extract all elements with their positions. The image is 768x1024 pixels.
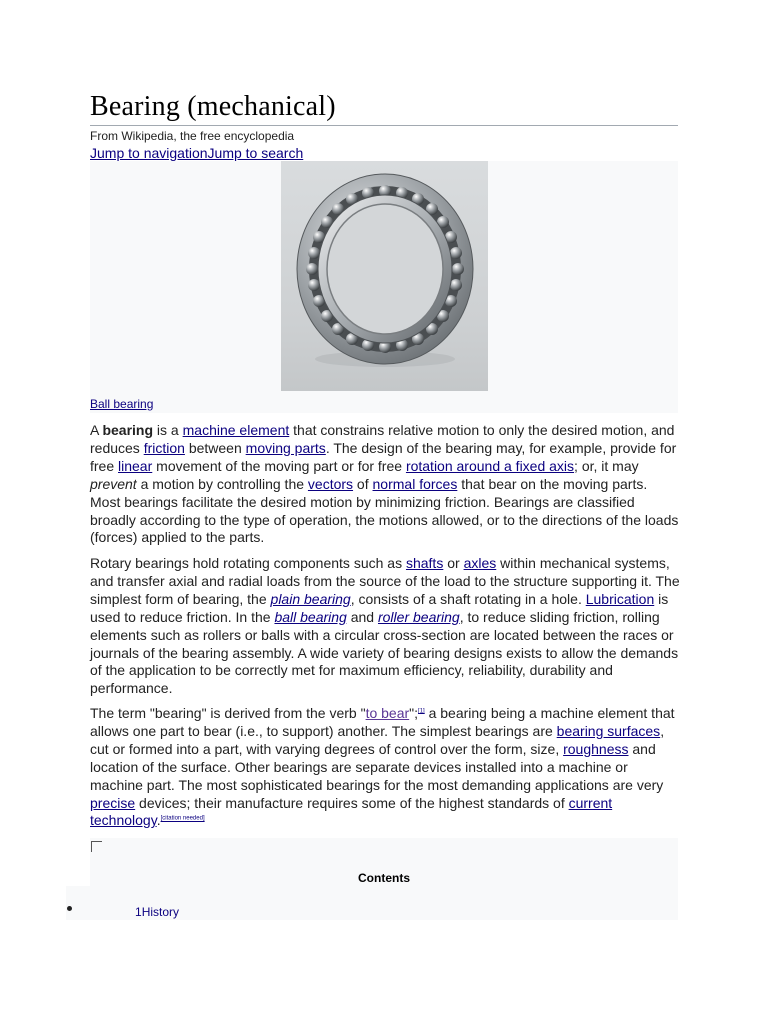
text: and <box>346 608 378 625</box>
link-bearing-surfaces[interactable]: bearing surfaces <box>556 722 661 739</box>
text: or <box>443 555 464 571</box>
link-ball-bearing[interactable]: ball bearing <box>274 608 347 625</box>
text: and location of the surface. Other bearings are separate devices installed into a machine or machine part. The most sophisticated bearings for the most demanding applications are very <box>90 740 664 793</box>
text: is used to reduce friction. In the <box>90 590 669 625</box>
link-vectors[interactable]: vectors <box>307 475 354 492</box>
text: . <box>156 812 161 829</box>
toc-toggle-icon[interactable] <box>91 841 102 852</box>
link-rotation-around-axis[interactable]: rotation around a fixed axis <box>405 457 575 474</box>
text: movement of the moving part or for free <box>152 457 406 474</box>
jump-to-search-link[interactable]: Jump to search <box>207 145 304 161</box>
text: a bearing being a machine element that allows one part to bear (i.e., to support) another. The simplest bearings are <box>90 705 675 739</box>
text: between <box>184 439 246 456</box>
site-tagline: From Wikipedia, the free encyclopedia <box>90 129 295 143</box>
link-friction[interactable]: friction <box>143 439 185 456</box>
jump-to-navigation-link[interactable]: Jump to navigation <box>90 145 208 161</box>
caption-link[interactable]: Ball bearing <box>90 397 154 411</box>
link-linear[interactable]: linear <box>118 457 153 474</box>
text: that bear on the moving parts. Most bearings facilitate the desired motion by minimizing friction. Bearings are classified broadly according to the type of operation, the motions allowed, or to the directions of the loads (forces) applied to the parts. <box>90 475 679 546</box>
link-axles[interactable]: axles <box>463 555 497 571</box>
citation-needed <box>161 816 205 822</box>
text: The term "bearing" is derived from the verb " <box>90 705 366 721</box>
link-roughness[interactable]: roughness <box>563 740 629 757</box>
text: within mechanical systems, and transfer axial and radial loads from the source of the load to the structure supporting it. The simplest form of bearing, the <box>90 555 680 607</box>
text: of <box>353 475 373 492</box>
text: A <box>90 422 103 438</box>
link-machine-element[interactable]: machine element <box>182 422 290 438</box>
toc-title: Contents <box>358 871 410 885</box>
toc-item-link[interactable] <box>135 905 179 919</box>
image-caption <box>90 397 153 411</box>
link-current-technology[interactable]: current technology <box>90 794 613 829</box>
bold-term: bearing <box>102 422 154 438</box>
intro-paragraph-3 <box>90 705 680 830</box>
link-moving-parts[interactable]: moving parts <box>245 439 326 456</box>
link-plain-bearing[interactable]: plain bearing <box>270 590 351 607</box>
italic-term: prevent <box>90 475 137 492</box>
text: "; <box>409 705 419 721</box>
text: that constrains relative motion to only the desired motion, and reduces <box>90 422 675 456</box>
text: , to reduce sliding friction, rolling elements such as rollers or balls with a circular cross-section are located between the races or journals of the bearing assembly. A wide variety of bearing designs exists to allow the demands of the application to be correctly met for maximum efficiency, reliability, durability and performance. <box>90 608 679 697</box>
link-lubrication[interactable]: Lubrication <box>585 590 655 607</box>
text: , cut or formed into a part, with varying degrees of control over the form, size, <box>90 722 665 757</box>
text: ; or, it may <box>574 457 639 474</box>
text: Rotary bearings hold rotating components such as <box>90 555 406 571</box>
link-precise[interactable]: precise <box>90 794 136 811</box>
bearing-photo-graphic <box>281 161 488 391</box>
toc-item-history[interactable] <box>135 905 179 920</box>
citation-needed-link[interactable]: [citation needed] <box>160 815 205 822</box>
toc-indent-panel <box>66 886 90 920</box>
link-to-bear[interactable]: to bear <box>365 705 410 721</box>
link-shafts[interactable]: shafts <box>405 555 444 571</box>
reference-1-link[interactable]: [1] <box>418 708 425 715</box>
toc-item-number: 1 <box>135 905 142 919</box>
toc-item-label: History <box>141 905 180 919</box>
reference-1 <box>418 708 425 714</box>
intro-paragraph-2 <box>90 555 680 698</box>
text: is a <box>153 422 183 438</box>
link-normal-forces[interactable]: normal forces <box>372 475 458 492</box>
text: . The design of the bearing may, for example, provide for free <box>90 439 677 474</box>
bullet-icon <box>67 906 72 911</box>
link-roller-bearing[interactable]: roller bearing <box>377 608 460 625</box>
text: devices; their manufacture requires some of the highest standards of <box>135 794 569 811</box>
text: a motion by controlling the <box>136 475 308 492</box>
title-divider <box>90 125 678 126</box>
jump-links <box>90 144 303 162</box>
page-title: Bearing (mechanical) <box>90 91 336 122</box>
text: , consists of a shaft rotating in a hole. <box>350 590 586 607</box>
intro-paragraph-1 <box>90 422 680 547</box>
ball-bearing-image[interactable] <box>281 161 488 391</box>
